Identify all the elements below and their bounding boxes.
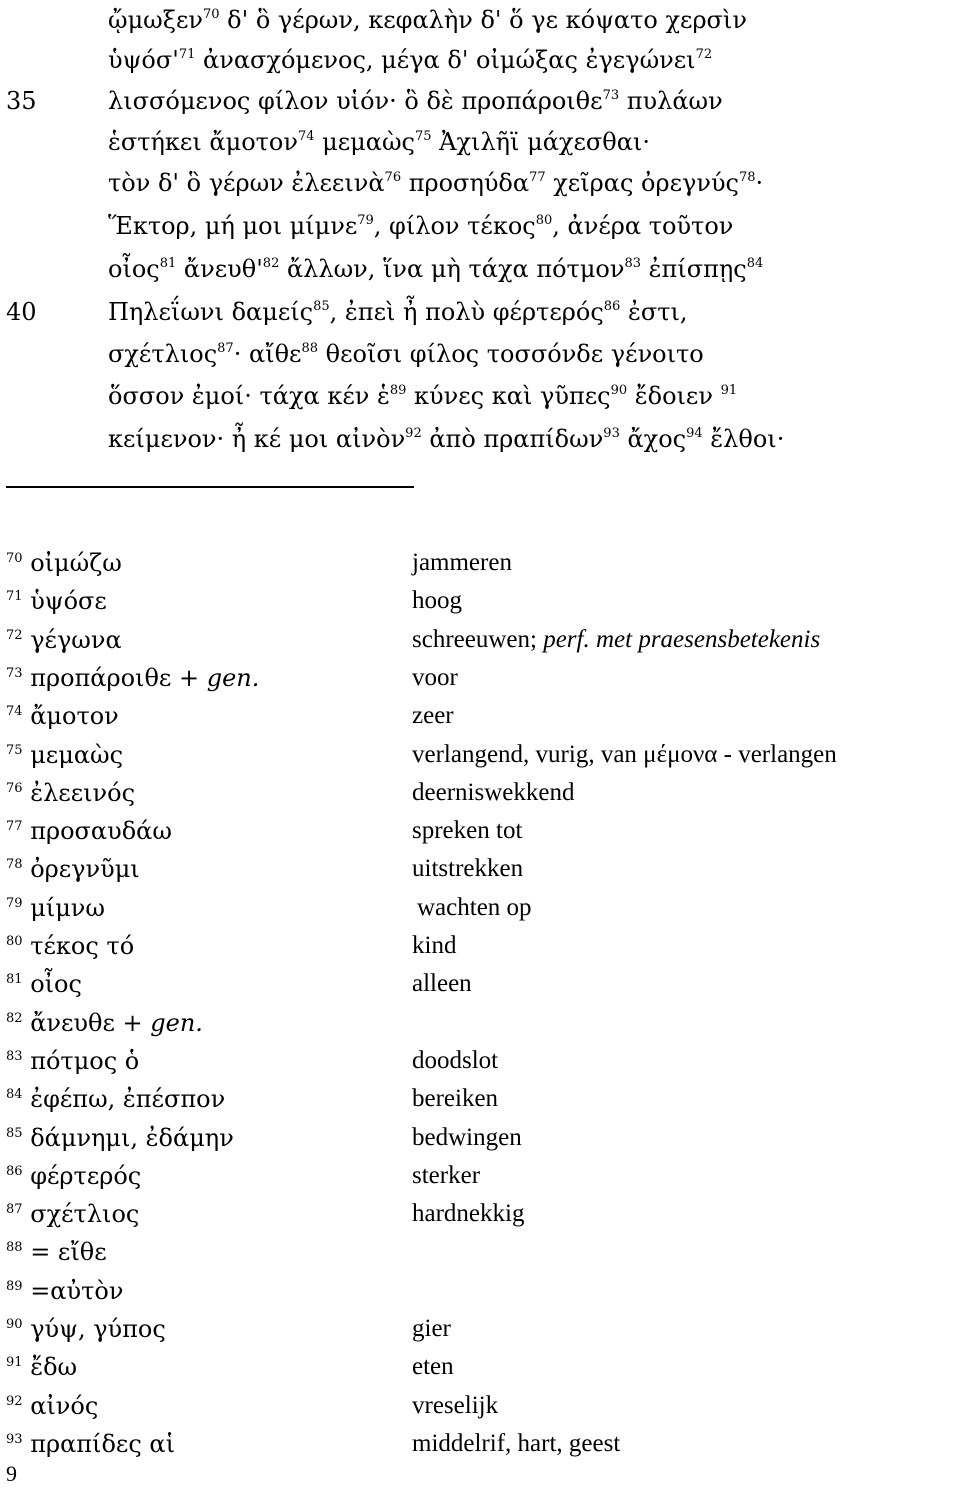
footnote-marker: 75 — [415, 129, 432, 144]
vocabulary-entry — [6, 1080, 956, 1118]
meaning-text: doodslot — [412, 1047, 499, 1074]
verse-text: κείμενον· ἦ κέ μοι αἰνὸν — [108, 425, 406, 453]
verse-text: ἄχος — [619, 425, 687, 453]
footnote-number: 81 — [6, 972, 23, 987]
meaning-text: voor — [412, 664, 458, 691]
term-text: γύψ, γύπος — [30, 1315, 166, 1343]
vocabulary-entry — [6, 544, 956, 582]
term-grammar-note: gen. — [150, 1009, 203, 1037]
verse-text: ἑστήκει ἄμοτον — [108, 128, 298, 156]
vocabulary-term — [6, 1042, 139, 1080]
footnote-number: 93 — [6, 1432, 23, 1447]
verse-text: Ἕκτορ, μή μοι μίμνε — [108, 212, 358, 240]
meaning-text: deerniswekkend — [412, 779, 575, 806]
term-text: φέρτερός — [30, 1162, 142, 1190]
meaning-text: sterker — [412, 1162, 481, 1189]
meaning-text: spreken tot — [412, 817, 523, 844]
vocabulary-term — [6, 927, 134, 965]
vocabulary-meaning — [412, 1119, 522, 1157]
footnote-marker: 70 — [202, 7, 220, 22]
verse-text: ἔλθοι· — [702, 425, 785, 453]
vocabulary-meaning — [412, 1042, 498, 1080]
vocabulary-entry — [6, 927, 956, 965]
term-text: προσαυδάω — [30, 817, 172, 845]
meaning-text: eten — [412, 1353, 454, 1380]
verse-text: · αἴθε — [233, 340, 302, 368]
vocabulary-meaning — [412, 659, 458, 697]
vocabulary-meaning — [417, 889, 532, 927]
term-text: ὑψόσε — [30, 587, 107, 615]
vocabulary-meaning — [412, 1195, 524, 1233]
vocabulary-meaning — [412, 736, 837, 774]
vocabulary-entry — [6, 582, 956, 620]
vocabulary-term — [6, 774, 135, 812]
vocabulary-meaning — [412, 1157, 480, 1195]
footnote-number: 84 — [6, 1087, 23, 1102]
footnote-divider — [6, 486, 414, 488]
term-text: αἰνός — [30, 1392, 99, 1420]
term-grammar-note: gen. — [206, 664, 260, 692]
vocabulary-meaning — [412, 927, 456, 965]
verse-line — [108, 292, 688, 332]
vocabulary-meaning — [412, 582, 462, 620]
footnote-marker: 87 — [217, 341, 234, 356]
term-text: προπάροιθε + — [30, 664, 207, 692]
vocabulary-meaning — [412, 544, 512, 582]
verse-text: ἄλλων, ἵνα μὴ τάχα πότμον — [279, 255, 625, 283]
footnote-marker: 85 — [313, 299, 330, 314]
footnote-number: 87 — [6, 1202, 23, 1217]
vocabulary-entry — [6, 1004, 956, 1042]
footnote-marker: 93 — [603, 426, 620, 441]
meaning-text: vreselijk — [412, 1392, 499, 1419]
verse-text: ᾤμωξεν — [108, 6, 203, 34]
verse-line — [108, 376, 737, 416]
verse-text: ἐπίσπῃς — [641, 255, 747, 283]
meaning-text: jammeren — [412, 549, 512, 576]
meaning-text: hoog — [412, 587, 462, 614]
footnote-marker: 82 — [262, 256, 280, 271]
footnote-marker: 72 — [695, 47, 713, 62]
footnote-marker: 81 — [159, 256, 177, 271]
verse-text: θεοῖσι φίλος τοσσόνδε γένοιτο — [318, 340, 704, 368]
footnote-marker: 84 — [746, 256, 764, 271]
term-text: ἐλεεινός — [30, 779, 136, 807]
verse-text: ἔδοιεν — [627, 382, 721, 410]
vocabulary-meaning — [412, 965, 472, 1003]
vocabulary-term — [6, 1272, 123, 1310]
footnote-number: 89 — [6, 1279, 23, 1294]
vocabulary-term — [6, 889, 105, 927]
term-text: σχέτλιος — [30, 1200, 140, 1228]
footnote-marker: 74 — [297, 129, 315, 144]
footnote-marker: 77 — [529, 170, 546, 185]
vocabulary-term — [6, 582, 107, 620]
vocabulary-term — [6, 1387, 98, 1425]
vocabulary-entry — [6, 965, 956, 1003]
footnote-marker: 76 — [384, 170, 402, 185]
verse-text: Πηλεΐωνι δαμείς — [108, 298, 314, 326]
vocabulary-meaning — [412, 1310, 451, 1348]
footnote-number: 75 — [6, 743, 23, 758]
vocabulary-meaning — [412, 621, 820, 659]
footnote-number: 71 — [6, 589, 23, 604]
meaning-text: hardnekkig — [412, 1200, 525, 1227]
term-text: μεμαὼς — [30, 741, 124, 769]
term-text: οἶος — [30, 970, 82, 998]
verse-text: προσηύδα — [401, 169, 530, 197]
verse-text: κύνες καὶ γῦπες — [406, 382, 611, 410]
term-text: ἐφέπω, ἐπέσπον — [30, 1085, 226, 1113]
vocabulary-entry — [6, 812, 956, 850]
footnote-marker: 89 — [389, 383, 407, 398]
vocabulary-entry — [6, 1042, 956, 1080]
term-text: τέκος τό — [30, 932, 135, 960]
vocabulary-entry — [6, 621, 956, 659]
vocabulary-entry — [6, 1233, 956, 1271]
verse-text: , ἀνέρα τοῦτον — [552, 212, 734, 240]
meaning-text: gier — [412, 1315, 451, 1342]
verse-line — [108, 81, 723, 121]
vocabulary-entry — [6, 889, 956, 927]
vocabulary-term — [6, 1310, 166, 1348]
footnote-number: 90 — [6, 1317, 23, 1332]
term-text: ἄνευθε + — [30, 1009, 151, 1037]
vocabulary-term — [6, 1080, 225, 1118]
term-text: μίμνω — [30, 894, 105, 922]
verse-text: δ' ὃ γέρων, κεφαλὴν δ' ὅ γε κόψατο χερσὶν — [219, 6, 747, 34]
vocabulary-term — [6, 621, 122, 659]
meaning-grammar-note: perf. met praesensbetekenis — [543, 626, 821, 653]
vocabulary-term — [6, 1425, 175, 1463]
verse-text: χεῖρας ὀρεγνύς — [545, 169, 739, 197]
vocabulary-entry — [6, 1348, 956, 1386]
meaning-text: wachten op — [417, 894, 532, 921]
verse-text: Ἀχιλῆϊ μάχεσθαι· — [431, 128, 650, 156]
footnote-marker: 78 — [738, 170, 756, 185]
footnote-marker: 83 — [624, 256, 642, 271]
vocabulary-meaning — [412, 1348, 454, 1386]
vocabulary-entry — [6, 1157, 956, 1195]
footnote-number: 92 — [6, 1394, 23, 1409]
vocabulary-term — [6, 850, 140, 888]
vocabulary-meaning — [412, 697, 454, 735]
vocabulary-term — [6, 812, 172, 850]
vocabulary-term — [6, 1348, 77, 1386]
line-number-40: 40 — [6, 298, 37, 326]
footnote-number: 77 — [6, 819, 23, 834]
vocabulary-term — [6, 697, 119, 735]
term-text: δάμνημι, ἐδάμην — [30, 1124, 234, 1152]
line-number-35: 35 — [6, 87, 37, 115]
vocabulary-entry — [6, 1272, 956, 1310]
meaning-text: bedwingen — [412, 1124, 522, 1151]
vocabulary-entry — [6, 1195, 956, 1233]
term-text: ὀρεγνῦμι — [30, 855, 140, 883]
page-number: 9 — [6, 1461, 17, 1486]
footnote-number: 91 — [6, 1355, 23, 1370]
vocabulary-entry — [6, 697, 956, 735]
footnote-marker: 79 — [357, 213, 374, 228]
footnote-number: 78 — [6, 857, 23, 872]
verse-line — [108, 419, 784, 459]
vocabulary-term — [6, 544, 122, 582]
vocabulary-meaning — [412, 1080, 498, 1118]
verse-line — [108, 0, 747, 40]
footnote-marker: 80 — [535, 213, 553, 228]
footnote-number: 85 — [6, 1126, 23, 1141]
footnote-marker: 92 — [405, 426, 422, 441]
footnote-marker: 94 — [686, 426, 703, 441]
verse-text: οἶος — [108, 255, 160, 283]
vocabulary-term — [6, 736, 123, 774]
vocabulary-entry — [6, 1310, 956, 1348]
verse-line — [108, 122, 650, 162]
term-text: πραπίδες αἱ — [30, 1430, 176, 1458]
footnote-number: 74 — [6, 704, 23, 719]
term-text: ἄμοτον — [30, 702, 119, 730]
meaning-text: bereiken — [412, 1085, 499, 1112]
meaning-text: alleen — [412, 970, 472, 997]
term-text: ἔδω — [30, 1353, 78, 1381]
verse-line — [108, 249, 763, 289]
term-text: γέγωνα — [30, 626, 122, 654]
vocabulary-meaning — [412, 1387, 498, 1425]
vocabulary-term — [6, 659, 259, 697]
vocabulary-meaning — [412, 850, 523, 888]
footnote-marker: 88 — [301, 341, 319, 356]
verse-line — [108, 334, 704, 374]
vocabulary-term — [6, 1195, 139, 1233]
verse-text: ἀπὸ πραπίδων — [421, 425, 604, 453]
vocabulary-entry — [6, 736, 956, 774]
vocabulary-term — [6, 1119, 234, 1157]
verse-text: σχέτλιος — [108, 340, 218, 368]
term-text: οἰμώζω — [30, 549, 122, 577]
verse-text: ὅσσον ἐμοί· τάχα κέν ἑ — [108, 382, 390, 410]
verse-text: ὑψόσ' — [108, 46, 179, 74]
verse-line — [108, 40, 712, 80]
meaning-text: schreeuwen; — [412, 626, 544, 653]
footnote-marker: 91 — [720, 383, 738, 398]
verse-text: ἄνευθ' — [176, 255, 263, 283]
footnote-marker: 86 — [603, 299, 621, 314]
vocabulary-meaning — [412, 774, 574, 812]
term-text: πότμος ὁ — [30, 1047, 140, 1075]
vocabulary-entry — [6, 1119, 956, 1157]
footnote-number: 76 — [6, 781, 23, 796]
vocabulary-term — [6, 1157, 141, 1195]
verse-text: μεμαὼς — [314, 128, 415, 156]
verse-text: τὸν δ' ὃ γέρων ἐλεεινὰ — [108, 169, 385, 197]
vocabulary-entry — [6, 659, 956, 697]
verse-text: πυλάων — [619, 87, 723, 115]
verse-text: , ἐπεὶ ἦ πολὺ φέρτερός — [329, 298, 604, 326]
meaning-text: middelrif, hart, geest — [412, 1430, 621, 1457]
term-text: = εἴθε — [30, 1238, 107, 1266]
meaning-text: verlangend, vurig, van μέμονα - verlangen — [412, 741, 837, 768]
verse-line — [108, 206, 733, 246]
footnote-marker: 73 — [602, 88, 620, 103]
verse-text: ἐστι, — [620, 298, 688, 326]
meaning-text: kind — [412, 932, 457, 959]
vocabulary-entry — [6, 850, 956, 888]
verse-text: λισσόμενος φίλον υἱόν· ὃ δὲ προπάροιθε — [108, 87, 603, 115]
footnote-number: 70 — [6, 551, 23, 566]
verse-text: , φίλον τέκος — [373, 212, 536, 240]
vocabulary-term — [6, 1233, 107, 1271]
vocabulary-term — [6, 965, 82, 1003]
footnote-number: 83 — [6, 1049, 23, 1064]
vocabulary-meaning — [412, 1425, 620, 1463]
footnote-marker: 90 — [610, 383, 628, 398]
meaning-text: zeer — [412, 702, 454, 729]
verse-text: · — [755, 169, 764, 197]
vocabulary-entry — [6, 1387, 956, 1425]
footnote-number: 80 — [6, 934, 23, 949]
footnote-number: 82 — [6, 1011, 23, 1026]
meaning-text: uitstrekken — [412, 855, 524, 882]
verse-text: ἀνασχόμενος, μέγα δ' οἰμώξας ἐγεγώνει — [195, 46, 696, 74]
footnote-marker: 71 — [178, 47, 196, 62]
footnote-number: 79 — [6, 896, 23, 911]
term-text: =αὐτὸν — [30, 1277, 124, 1305]
vocabulary-entry — [6, 1425, 956, 1463]
footnote-number: 88 — [6, 1240, 23, 1255]
footnote-number: 73 — [6, 666, 23, 681]
footnote-number: 72 — [6, 628, 23, 643]
vocabulary-term — [6, 1004, 203, 1042]
footnote-number: 86 — [6, 1164, 23, 1179]
vocabulary-entry — [6, 774, 956, 812]
vocabulary-meaning — [412, 812, 522, 850]
verse-line — [108, 163, 763, 203]
